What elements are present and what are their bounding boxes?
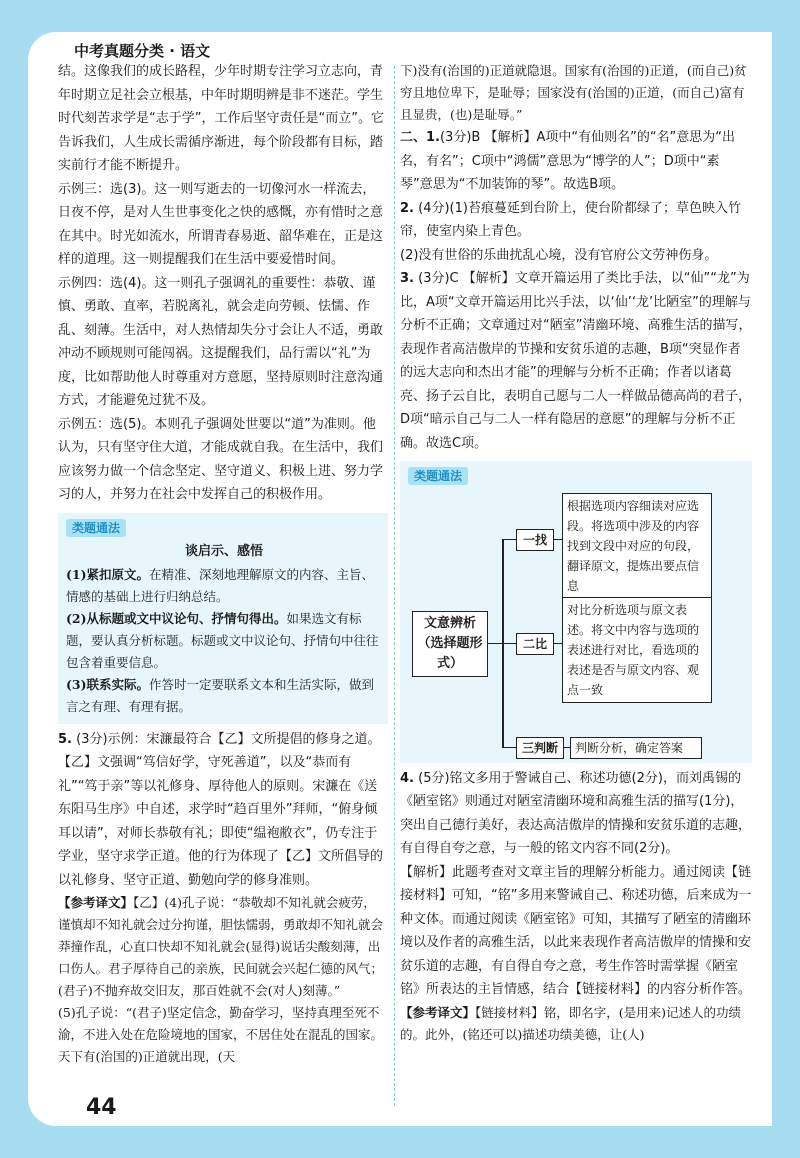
answer-text: (4分)(1)苔痕蔓延到台阶上，使台阶都绿了；草色映入竹帘，使室内染上青色。 bbox=[400, 200, 741, 239]
answer-text: (3分)示例：宋濂最符合【乙】文所提倡的修身之道。【乙】文强调“笃信好学，守死善道”，以及“恭而有礼”“笃于亲”等以礼修身、厚待他人的原则。宋濂在《送东阳马生序》中自述，求学时“趋百里外”拜师，“俯身倾耳以请”，对师长恭敬有礼；即使“缊袍敝衣”，仍专注于学业，坚守求学正道。他的行为体现了【乙】文所倡导的以礼修身、坚守正道、勤勉向学的修身准则。 bbox=[58, 731, 384, 888]
method-item bbox=[66, 674, 382, 718]
connector bbox=[502, 747, 516, 749]
translation-label: 【参考译文】 bbox=[58, 895, 134, 910]
translation-text: 【乙】(4)孔子说：“恭敬却不知礼就会疲劳，谨慎却不知礼就会过分拘谨，胆怯懦弱，勇敢却不知礼就会莽撞作乱，心直口快却不知礼就会(显得)说话尖酸刻薄，出口伤人。君子厚待自己的亲族，民间就会兴起仁德的风气；(君子)不抛弃故交旧友，那百姓就不会(对人)刻薄。” bbox=[58, 895, 384, 998]
analysis: 【解析】此题考查对文章主旨的理解分析能力。通过阅读【链接材料】可知，“铭”多用来警诫自己、称述功德，后来成为一种文体。而通过阅读《陋室铭》可知，其描写了陋室的清幽环境以及作者的高雅生活，以此来表现作者高洁傲岸的情操和安贫乐道的志趣，有自得自夸之意，考生作答时需掌握《陋室铭》所表达的主旨情感，结合【链接材料】的内容分析作答。 bbox=[400, 864, 752, 997]
question-2 bbox=[400, 197, 752, 244]
paragraph: 示例四：选(4)。这一则孔子强调礼的重要性：恭敬、谨慎、勇敢、直率，若脱离礼，就会走向劳顿、怯懦、作乱、刻薄。生活中，对人热情却失分寸会让人不适，勇敢冲动不顾规则可能闯祸。这提醒我们，品行需以“礼”为度，比如帮助他人时尊重对方意愿，坚持原则时注意沟通方式，才能避免过犹不及。 bbox=[58, 275, 384, 408]
method-item bbox=[66, 608, 382, 674]
method-item-text: 在精准、深刻地理解原文的内容、主旨、情感的基础上进行归纳总结。 bbox=[66, 566, 375, 604]
question-number: 4. bbox=[400, 770, 414, 786]
step-judge: 三判断 bbox=[516, 737, 564, 759]
column-divider bbox=[394, 66, 396, 1106]
step-compare: 二比 bbox=[516, 633, 554, 655]
page-number: 44 bbox=[86, 1095, 117, 1120]
method-tag: 类题通法 bbox=[66, 519, 126, 537]
connector bbox=[502, 643, 516, 645]
left-column bbox=[58, 60, 388, 1068]
page-header: 中考真题分类 · 语文 bbox=[74, 42, 211, 60]
step-find-text: 根据选项内容细读对应选段。将选项中涉及的内容找到文段中对应的句段，翻译原文，提炼出要点信息 bbox=[562, 493, 712, 599]
connector bbox=[554, 643, 562, 645]
translation: 下)没有(治国的)正道就隐退。国家有(治国的)正道，(而自己)贫穷且地位卑下，是耻辱；国家没有(治国的)正道，(而自己)富有且显贵，(也)是耻辱。” bbox=[400, 63, 747, 122]
method-item-text: 如果选文有标题，要认真分析标题。标题或文中议论句、抒情句中往往包含着重要信息。 bbox=[66, 610, 379, 670]
question-number: 5. bbox=[58, 731, 72, 747]
question-2-1 bbox=[400, 126, 752, 197]
paragraph: 结。这像我们的成长路程，少年时期专注学习立志向，青年时期立足社会立根基，中年时期明辨是非不迷茫。学生时代刻苦求学是“志于学”，工作后坚守责任是“而立”。它告诉我们，人生成长需循序渐进，每个阶段都有目标，踏实前行才能不断提升。 bbox=[58, 64, 384, 173]
question-number: 2. bbox=[400, 200, 414, 216]
method-box bbox=[58, 513, 388, 724]
translation-text: 【链接材料】铭，即名字，(是用来)记述人的功绩的。此外，(铭还可以)描述功绩美德，让(人) bbox=[400, 1004, 742, 1042]
translation bbox=[58, 892, 388, 1002]
question-5 bbox=[58, 728, 388, 893]
paragraph: 示例五：选(5)。本则孔子强调处世要以“道”为准则。他认为，只有坚守住大道，才能成就自我。在生活中，我们应该努力做一个信念坚定、坚守道义、积极上进、努力学习的人，并努力在社会中发挥自己的积极作用。 bbox=[58, 416, 384, 502]
method-item-lead: (1)紧扣原文。 bbox=[66, 566, 150, 582]
translation-label: 【参考译文】 bbox=[400, 1004, 476, 1020]
connector bbox=[554, 539, 562, 541]
method-box bbox=[400, 461, 752, 763]
question-3 bbox=[400, 267, 752, 455]
translation: (5)孔子说：“(君子)坚定信念，勤奋学习，坚持真理至死不渝，不进入处在危险境地的国家，不居住处在混乱的国家。天下有(治国的)正道就出现，(天 bbox=[58, 1005, 384, 1064]
translation bbox=[400, 1002, 752, 1046]
method-item-text: 作答时一定要联系文本和生活实际，做到言之有理、有理有据。 bbox=[66, 676, 375, 714]
paragraph: 示例三：选(3)。这一则写逝去的一切像河水一样流去，日夜不停，是对人生世事变化之快的感慨，亦有惜时之意在其中。时光如流水，所谓青春易逝、韶华难在，正是这样的道理。这一则提醒我们在生活中要爱惜时间。 bbox=[58, 181, 384, 267]
question-4 bbox=[400, 767, 752, 861]
right-column bbox=[400, 60, 752, 1046]
step-judge-text: 判断分析，确定答案 bbox=[570, 737, 702, 759]
answer-text: (5分)铭文多用于警诫自己、称述功德(2分)，而刘禹锡的《陋室铭》则通过对陋室清幽环境和高雅生活的描写(1分)，突出自己德行美好，表达高洁傲岸的情操和安贫乐道的志趣，有自得自夸之意，与一般的铭文内容不同(2分)。 bbox=[400, 770, 752, 856]
connector bbox=[502, 539, 516, 541]
page bbox=[28, 32, 772, 1126]
step-compare-text: 对比分析选项与原文表述。将文中内容与选项的表述进行对比，看选项的表述是否与原文内容、观点一致 bbox=[562, 597, 712, 703]
method-tag: 类题通法 bbox=[408, 467, 468, 485]
method-item-lead: (2)从标题或文中议论句、抒情句得出。 bbox=[66, 610, 287, 626]
method-item-lead: (3)联系实际。 bbox=[66, 676, 150, 692]
answer-text: (2)没有世俗的乐曲扰乱心境，没有官府公文劳神伤身。 bbox=[400, 247, 718, 263]
flow-diagram bbox=[408, 493, 746, 757]
diagram-root: 文意辨析（选择题形式） bbox=[412, 611, 488, 677]
section-number: 二、1. bbox=[400, 130, 440, 145]
step-find: 一找 bbox=[516, 529, 554, 551]
method-title: 谈启示、感悟 bbox=[184, 544, 263, 559]
answer-text: (3分)B 【解析】A项中“有仙则名”的“名”意思为“出名，有名”；C项中“鸿儒”意思为“博学的人”；D项中“素琴”意思为“不加装饰的琴”。故选B项。 bbox=[400, 130, 736, 192]
method-item bbox=[66, 564, 382, 608]
answer-text: (3分)C 【解析】文章开篇运用了类比手法，以“仙”“龙”为比，A项“文章开篇运用比兴手法，以‘仙’‘龙’比陋室”的理解与分析不正确；文章通过对“陋室”清幽环境、高雅生活的描写，表现作者高洁傲岸的节操和安贫乐道的志趣，B项“突显作者的远大志向和杰出才能”的理解与分析不正确；作者以诸葛亮、扬子云自比，表明自己愿与二人一样做品德高尚的君子，D项“暗示自己与二人一样有隐居的意愿”的理解与分析不正确。故选C项。 bbox=[400, 271, 752, 451]
connector bbox=[488, 643, 502, 645]
question-number: 3. bbox=[400, 271, 414, 286]
